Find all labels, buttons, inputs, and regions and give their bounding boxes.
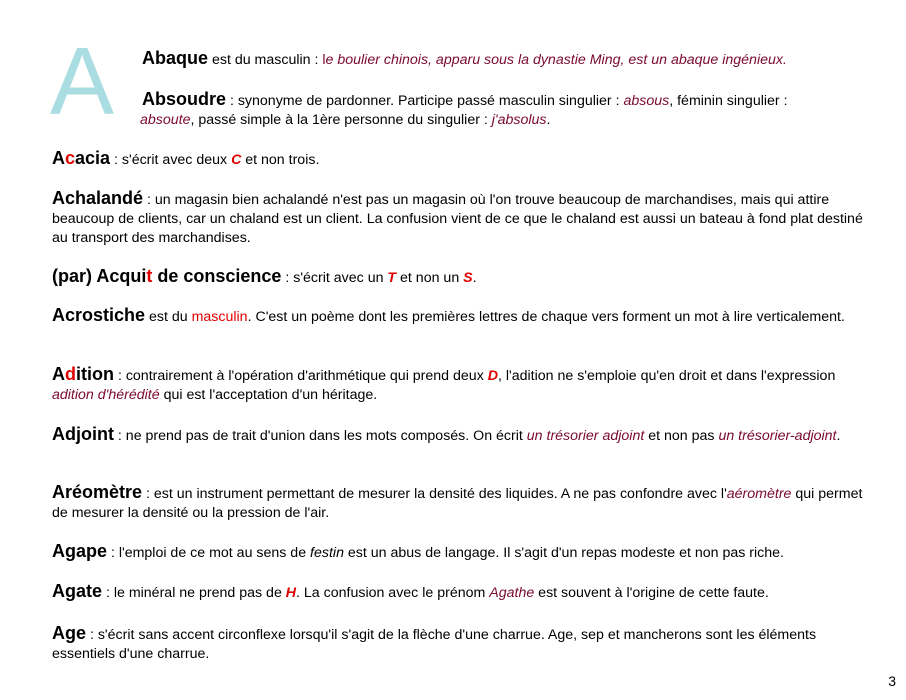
definition: est un abus de langage. Il s'agit d'un repas modeste et non pas riche. bbox=[343, 545, 784, 561]
definition: : s'écrit sans accent circonflexe lorsqu'il s'agit de la flèche d'une charrue. Age, sep et mancherons sont les éléments essentiels d'une charrue. bbox=[52, 627, 817, 662]
definition: : ne prend pas de trait d'union dans les mots composés. On écrit bbox=[113, 428, 527, 444]
entry-adjoint bbox=[52, 425, 872, 446]
highlight-letter: C bbox=[231, 152, 242, 168]
term: Adjoint bbox=[52, 424, 114, 444]
entry-areometre bbox=[52, 483, 872, 523]
term: Acacia bbox=[52, 148, 111, 168]
definition: est souvent à l'origine de cette faute. bbox=[534, 585, 769, 601]
definition: : est un instrument permettant de mesurer la densité des liquides. A ne pas confondre avec l' bbox=[142, 486, 727, 502]
example: un trésorier-adjoint bbox=[718, 428, 837, 444]
definition: et non pas bbox=[644, 428, 719, 444]
example: adition d'hérédité bbox=[52, 387, 160, 403]
example: un trésorier adjoint bbox=[526, 428, 645, 444]
term: Agate bbox=[52, 581, 103, 601]
term: Absoudre bbox=[142, 89, 227, 109]
highlight-letter: S bbox=[463, 270, 473, 286]
definition: . bbox=[472, 270, 477, 286]
entry-absoudre bbox=[140, 90, 840, 130]
highlight-letter: d bbox=[65, 364, 76, 384]
definition: : s'écrit avec deux bbox=[110, 152, 232, 168]
example-letter: l bbox=[322, 52, 326, 68]
example: e boulier chinois, apparu sous la dynastie Ming, est un abaque ingénieux. bbox=[325, 52, 787, 68]
entry-acrostiche bbox=[52, 306, 872, 327]
definition: : contrairement à l'opération d'arithmétique qui prend deux bbox=[114, 368, 488, 384]
definition: : un magasin bien achalandé n'est pas un magasin où l'on trouve beaucoup de marchandises, mais qui attire beaucoup de clients, car un chaland est un client. La confusion vient de ce que le chaland est aussi un bateau à fond plat destiné au transport des marchandises. bbox=[52, 192, 863, 246]
example: festin bbox=[310, 545, 344, 561]
entry-agape bbox=[52, 542, 872, 563]
definition: . La confusion avec le prénom bbox=[296, 585, 490, 601]
definition: , l'adition ne s'emploie qu'en droit et dans l'expression bbox=[497, 368, 836, 384]
highlight-letter: T bbox=[387, 270, 397, 286]
entry-agate bbox=[52, 582, 872, 603]
entry-acquit bbox=[52, 267, 872, 288]
highlight-letter: c bbox=[65, 148, 76, 168]
term: Achalandé bbox=[52, 188, 144, 208]
example: j'absolus bbox=[491, 112, 547, 128]
term: Abaque bbox=[142, 48, 209, 68]
definition: est du bbox=[145, 309, 192, 325]
term: Agape bbox=[52, 541, 108, 561]
term: Aréomètre bbox=[52, 482, 143, 502]
example: absoute bbox=[140, 112, 191, 128]
definition: : synonyme de pardonner. Participe passé masculin singulier : bbox=[226, 93, 624, 109]
definition: : s'écrit avec un bbox=[281, 270, 388, 286]
definition: et non trois. bbox=[241, 152, 320, 168]
gender: masculin bbox=[191, 309, 248, 325]
entry-abaque bbox=[142, 49, 862, 70]
definition: . bbox=[546, 112, 551, 128]
highlight-letter: t bbox=[146, 266, 153, 286]
example: absous bbox=[623, 93, 670, 109]
definition: : le minéral ne prend pas de bbox=[102, 585, 286, 601]
definition: est du masculin : bbox=[208, 52, 323, 68]
definition: , féminin singulier : bbox=[669, 93, 788, 109]
entry-acacia bbox=[52, 149, 872, 170]
entry-adition bbox=[52, 365, 872, 405]
term: Acrostiche bbox=[52, 305, 146, 325]
example: Agathe bbox=[489, 585, 535, 601]
entry-age bbox=[52, 624, 872, 664]
definition: . bbox=[836, 428, 841, 444]
example: aéromètre bbox=[726, 486, 792, 502]
definition: , passé simple à la 1ère personne du singulier : bbox=[190, 112, 492, 128]
definition: qui est l'acceptation d'un héritage. bbox=[159, 387, 378, 403]
highlight-letter: H bbox=[285, 585, 297, 601]
term: (par) Acquit de conscience bbox=[52, 266, 282, 286]
definition: et non un bbox=[396, 270, 464, 286]
entry-achalande bbox=[52, 189, 872, 248]
drop-cap-letter: A bbox=[50, 28, 115, 135]
definition: qui permet de mesurer la densité ou la pression de l'air. bbox=[52, 486, 863, 521]
term: Age bbox=[52, 623, 87, 643]
definition: : l'emploi de ce mot au sens de bbox=[107, 545, 311, 561]
term: Adition bbox=[52, 364, 114, 384]
definition: . C'est un poème dont les premières lettres de chaque vers forment un mot à lire verticalement. bbox=[247, 309, 845, 325]
page-number: 3 bbox=[888, 673, 896, 689]
highlight-letter: D bbox=[487, 368, 498, 384]
